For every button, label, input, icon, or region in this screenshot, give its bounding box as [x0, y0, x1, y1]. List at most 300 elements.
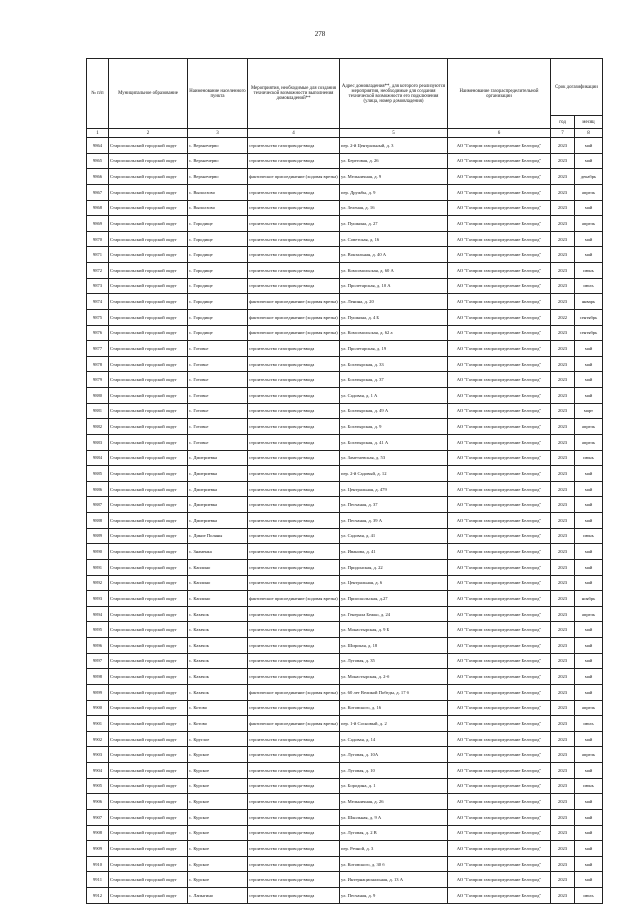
- year-cell: 2023: [551, 669, 575, 685]
- row-number: 9900: [87, 700, 109, 716]
- settlement-cell: с. Дмитриевка: [188, 497, 248, 513]
- header-municipality: Муниципальное образование: [109, 59, 188, 129]
- organization-cell: АО "Газпром газораспределение Белгород": [448, 153, 551, 169]
- gasification-table: [86, 58, 603, 904]
- activity-cell: фактическое присоединение (ходовая врезка): [248, 294, 340, 310]
- header-term: Срок догазификации: [551, 59, 603, 116]
- month-cell: май: [575, 684, 603, 700]
- table-row: [87, 325, 603, 341]
- row-number: 9910: [87, 856, 109, 872]
- month-cell: май: [575, 809, 603, 825]
- organization-cell: АО "Газпром газораспределение Белгород": [448, 716, 551, 732]
- row-number: 9883: [87, 434, 109, 450]
- municipality-cell: Старооскольский городской округ: [109, 559, 188, 575]
- activity-cell: строительство газопровода-ввода: [248, 513, 340, 529]
- activity-cell: строительство газопровода-ввода: [248, 388, 340, 404]
- header-year: год: [551, 116, 575, 129]
- activity-cell: строительство газопровода-ввода: [248, 622, 340, 638]
- municipality-cell: Старооскольский городской округ: [109, 856, 188, 872]
- activity-cell: строительство газопровода-ввода: [248, 700, 340, 716]
- activity-cell: строительство газопровода-ввода: [248, 809, 340, 825]
- month-cell: апрель: [575, 184, 603, 200]
- settlement-cell: с. Курское: [188, 825, 248, 841]
- month-cell: май: [575, 247, 603, 263]
- activity-cell: строительство газопровода-ввода: [248, 138, 340, 154]
- year-cell: 2023: [551, 294, 575, 310]
- activity-cell: строительство газопровода-ввода: [248, 872, 340, 888]
- table-row: [87, 825, 603, 841]
- table-row: [87, 169, 603, 185]
- organization-cell: АО "Газпром газораспределение Белгород": [448, 825, 551, 841]
- activity-cell: строительство газопровода-ввода: [248, 544, 340, 560]
- header-num: № п/п: [87, 59, 109, 129]
- row-number: 9899: [87, 684, 109, 700]
- address-cell: ул. Иванова, д. 41: [340, 544, 448, 560]
- activity-cell: фактическое присоединение (ходовая врезка): [248, 591, 340, 607]
- address-cell: пер. Речной, д. 3: [340, 841, 448, 857]
- activity-cell: строительство газопровода-ввода: [248, 263, 340, 279]
- address-cell: ул. Ленина, д. 20: [340, 294, 448, 310]
- month-cell: май: [575, 731, 603, 747]
- municipality-cell: Старооскольский городской округ: [109, 575, 188, 591]
- month-cell: апрель: [575, 419, 603, 435]
- address-cell: ул. Зеленая, д. 16: [340, 200, 448, 216]
- municipality-cell: Старооскольский городской округ: [109, 481, 188, 497]
- settlement-cell: с. Казачок: [188, 669, 248, 685]
- header-activities: Мероприятия, необходимые для создания технической возможности выполнения домовладений**: [248, 59, 340, 129]
- row-number: 9872: [87, 263, 109, 279]
- month-cell: май: [575, 841, 603, 857]
- organization-cell: АО "Газпром газораспределение Белгород": [448, 559, 551, 575]
- address-cell: ул. Монастырская, д. 2-б: [340, 669, 448, 685]
- year-cell: 2023: [551, 653, 575, 669]
- settlement-cell: с. Лапыгино: [188, 888, 248, 904]
- municipality-cell: Старооскольский городской округ: [109, 153, 188, 169]
- row-number: 9869: [87, 216, 109, 232]
- activity-cell: фактическое присоединение (ходовая врезка): [248, 169, 340, 185]
- address-cell: ул. Богатырская, д. 9: [340, 419, 448, 435]
- municipality-cell: Старооскольский городской округ: [109, 200, 188, 216]
- table-row: [87, 669, 603, 685]
- settlement-cell: с. Котово: [188, 700, 248, 716]
- municipality-cell: Старооскольский городской округ: [109, 434, 188, 450]
- month-cell: июнь: [575, 263, 603, 279]
- year-cell: 2023: [551, 559, 575, 575]
- municipality-cell: Старооскольский городской округ: [109, 403, 188, 419]
- municipality-cell: Старооскольский городской округ: [109, 544, 188, 560]
- table-row: [87, 575, 603, 591]
- address-cell: ул. Комсомольская, д. 62 а: [340, 325, 448, 341]
- organization-cell: АО "Газпром газораспределение Белгород": [448, 466, 551, 482]
- table-row: [87, 216, 603, 232]
- row-number: 9878: [87, 356, 109, 372]
- settlement-cell: с. Знаменка: [188, 544, 248, 560]
- row-number: 9909: [87, 841, 109, 857]
- year-cell: 2023: [551, 184, 575, 200]
- table-row: [87, 731, 603, 747]
- address-cell: ул. Садовая, д. 14: [340, 731, 448, 747]
- municipality-cell: Старооскольский городской округ: [109, 372, 188, 388]
- year-cell: 2023: [551, 794, 575, 810]
- settlement-cell: с. Городище: [188, 294, 248, 310]
- header-organization: Наименование газораспределительной организации: [448, 59, 551, 129]
- activity-cell: строительство газопровода-ввода: [248, 856, 340, 872]
- month-cell: май: [575, 497, 603, 513]
- address-cell: ул. Мельничная, д. 9: [340, 169, 448, 185]
- month-cell: ноябрь: [575, 591, 603, 607]
- table-row: [87, 309, 603, 325]
- column-number: 3: [188, 129, 248, 138]
- table-row: [87, 450, 603, 466]
- year-cell: 2023: [551, 544, 575, 560]
- table-row: [87, 747, 603, 763]
- activity-cell: строительство газопровода-ввода: [248, 356, 340, 372]
- month-cell: апрель: [575, 434, 603, 450]
- activity-cell: строительство газопровода-ввода: [248, 403, 340, 419]
- address-cell: ул. Широкая, д. 18: [340, 638, 448, 654]
- settlement-cell: с. Верхнечерво: [188, 169, 248, 185]
- activity-cell: строительство газопровода-ввода: [248, 481, 340, 497]
- organization-cell: АО "Газпром газораспределение Белгород": [448, 794, 551, 810]
- settlement-cell: с. Городище: [188, 247, 248, 263]
- row-number: 9871: [87, 247, 109, 263]
- year-cell: 2022: [551, 309, 575, 325]
- column-number-row: [87, 129, 603, 138]
- table-row: [87, 200, 603, 216]
- activity-cell: строительство газопровода-ввода: [248, 200, 340, 216]
- month-cell: апрель: [575, 747, 603, 763]
- year-cell: 2023: [551, 841, 575, 857]
- year-cell: 2023: [551, 231, 575, 247]
- month-cell: май: [575, 638, 603, 654]
- organization-cell: АО "Газпром газораспределение Белгород": [448, 528, 551, 544]
- month-cell: июль: [575, 888, 603, 904]
- municipality-cell: Старооскольский городской округ: [109, 169, 188, 185]
- address-cell: ул. Центральная, д. 479: [340, 481, 448, 497]
- settlement-cell: с. Городище: [188, 263, 248, 279]
- address-cell: ул. Генерала Бежко, д. 24: [340, 606, 448, 622]
- month-cell: май: [575, 138, 603, 154]
- settlement-cell: с. Казачок: [188, 622, 248, 638]
- activity-cell: строительство газопровода-ввода: [248, 231, 340, 247]
- address-cell: ул. Советская, д. 16: [340, 231, 448, 247]
- month-cell: май: [575, 388, 603, 404]
- row-number: 9895: [87, 622, 109, 638]
- address-cell: ул. Школьная, д. 9 А: [340, 809, 448, 825]
- table-row: [87, 794, 603, 810]
- organization-cell: АО "Газпром газораспределение Белгород": [448, 731, 551, 747]
- address-cell: ул. Луговая, д. 35: [340, 653, 448, 669]
- settlement-cell: с. Готовье: [188, 388, 248, 404]
- address-cell: ул. Луговая, д. 10А: [340, 747, 448, 763]
- header-settlement: Наименование населенного пункта: [188, 59, 248, 129]
- row-number: 9907: [87, 809, 109, 825]
- settlement-cell: с. Казачок: [188, 653, 248, 669]
- activity-cell: фактическое присоединение (ходовая врезка): [248, 325, 340, 341]
- year-cell: 2023: [551, 450, 575, 466]
- row-number: 9898: [87, 669, 109, 685]
- table-row: [87, 278, 603, 294]
- activity-cell: строительство газопровода-ввода: [248, 434, 340, 450]
- column-number: 1: [87, 129, 109, 138]
- municipality-cell: Старооскольский городской округ: [109, 684, 188, 700]
- year-cell: 2023: [551, 356, 575, 372]
- organization-cell: АО "Газпром газораспределение Белгород": [448, 325, 551, 341]
- municipality-cell: Старооскольский городской округ: [109, 325, 188, 341]
- municipality-cell: Старооскольский городской округ: [109, 888, 188, 904]
- address-cell: ул. Придонская, д. 22: [340, 559, 448, 575]
- table-row: [87, 184, 603, 200]
- row-number: 9882: [87, 419, 109, 435]
- activity-cell: строительство газопровода-ввода: [248, 466, 340, 482]
- address-cell: ул. 60 лет Великой Победы, д. 17 б: [340, 684, 448, 700]
- organization-cell: АО "Газпром газораспределение Белгород": [448, 888, 551, 904]
- row-number: 9911: [87, 872, 109, 888]
- settlement-cell: с. Дмитриевка: [188, 481, 248, 497]
- column-number: 2: [109, 129, 188, 138]
- organization-cell: АО "Газпром газораспределение Белгород": [448, 684, 551, 700]
- organization-cell: АО "Газпром газораспределение Белгород": [448, 700, 551, 716]
- activity-cell: строительство газопровода-ввода: [248, 372, 340, 388]
- table-row: [87, 622, 603, 638]
- row-number: 9868: [87, 200, 109, 216]
- year-cell: 2023: [551, 638, 575, 654]
- activity-cell: строительство газопровода-ввода: [248, 559, 340, 575]
- year-cell: 2023: [551, 684, 575, 700]
- column-number: 7: [551, 129, 575, 138]
- settlement-cell: с. Курское: [188, 872, 248, 888]
- activity-cell: строительство газопровода-ввода: [248, 153, 340, 169]
- settlement-cell: с. Готовье: [188, 434, 248, 450]
- municipality-cell: Старооскольский городской округ: [109, 341, 188, 357]
- municipality-cell: Старооскольский городской округ: [109, 700, 188, 716]
- address-cell: ул. Заметаевская, д. 53: [340, 450, 448, 466]
- organization-cell: АО "Газпром газораспределение Белгород": [448, 294, 551, 310]
- table-row: [87, 419, 603, 435]
- row-number: 9879: [87, 372, 109, 388]
- table-row: [87, 591, 603, 607]
- address-cell: ул. Садовая, д. 41: [340, 528, 448, 544]
- column-number: 8: [575, 129, 603, 138]
- address-cell: ул. Песчаная, д. 37: [340, 497, 448, 513]
- organization-cell: АО "Газпром газораспределение Белгород": [448, 575, 551, 591]
- municipality-cell: Старооскольский городской округ: [109, 638, 188, 654]
- organization-cell: АО "Газпром газораспределение Белгород": [448, 841, 551, 857]
- year-cell: 2023: [551, 216, 575, 232]
- row-number: 9891: [87, 559, 109, 575]
- month-cell: май: [575, 341, 603, 357]
- municipality-cell: Старооскольский городской округ: [109, 669, 188, 685]
- organization-cell: АО "Газпром газораспределение Белгород": [448, 341, 551, 357]
- year-cell: 2023: [551, 419, 575, 435]
- municipality-cell: Старооскольский городской округ: [109, 747, 188, 763]
- activity-cell: строительство газопровода-ввода: [248, 794, 340, 810]
- table-row: [87, 716, 603, 732]
- organization-cell: АО "Газпром газораспределение Белгород": [448, 309, 551, 325]
- table-row: [87, 700, 603, 716]
- address-cell: пер. 2-й Центральный, д. 3: [340, 138, 448, 154]
- activity-cell: строительство газопровода-ввода: [248, 638, 340, 654]
- address-cell: ул. Луговая, д. 10: [340, 763, 448, 779]
- month-cell: май: [575, 872, 603, 888]
- month-cell: май: [575, 575, 603, 591]
- table-row: [87, 856, 603, 872]
- row-number: 9866: [87, 169, 109, 185]
- year-cell: 2023: [551, 263, 575, 279]
- organization-cell: АО "Газпром газораспределение Белгород": [448, 763, 551, 779]
- year-cell: 2023: [551, 325, 575, 341]
- address-cell: ул. Котовского, д. 16: [340, 700, 448, 716]
- municipality-cell: Старооскольский городской округ: [109, 309, 188, 325]
- address-cell: ул. Комсомольская, д. 60 А: [340, 263, 448, 279]
- municipality-cell: Старооскольский городской округ: [109, 653, 188, 669]
- address-cell: ул. Бородина, д. 1: [340, 778, 448, 794]
- address-cell: ул. Береговая, д. 26: [340, 153, 448, 169]
- row-number: 9875: [87, 309, 109, 325]
- activity-cell: строительство газопровода-ввода: [248, 216, 340, 232]
- address-cell: ул. Луговая, д. 2 В: [340, 825, 448, 841]
- municipality-cell: Старооскольский городской округ: [109, 231, 188, 247]
- row-number: 9874: [87, 294, 109, 310]
- year-cell: 2023: [551, 403, 575, 419]
- month-cell: апрель: [575, 606, 603, 622]
- table-row: [87, 481, 603, 497]
- row-number: 9892: [87, 575, 109, 591]
- municipality-cell: Старооскольский городской округ: [109, 841, 188, 857]
- row-number: 9886: [87, 481, 109, 497]
- row-number: 9877: [87, 341, 109, 357]
- row-number: 9912: [87, 888, 109, 904]
- table-row: [87, 872, 603, 888]
- year-cell: 2023: [551, 700, 575, 716]
- month-cell: апрель: [575, 216, 603, 232]
- month-cell: май: [575, 669, 603, 685]
- municipality-cell: Старооскольский городской округ: [109, 606, 188, 622]
- activity-cell: строительство газопровода-ввода: [248, 528, 340, 544]
- table-row: [87, 513, 603, 529]
- year-cell: 2023: [551, 247, 575, 263]
- table-row: [87, 294, 603, 310]
- column-number: 5: [340, 129, 448, 138]
- settlement-cell: с. Городище: [188, 309, 248, 325]
- table-row: [87, 888, 603, 904]
- activity-cell: строительство газопровода-ввода: [248, 184, 340, 200]
- municipality-cell: Старооскольский городской округ: [109, 216, 188, 232]
- header-month: месяц: [575, 116, 603, 129]
- settlement-cell: с. Курское: [188, 763, 248, 779]
- row-number: 9885: [87, 466, 109, 482]
- organization-cell: АО "Газпром газораспределение Белгород": [448, 184, 551, 200]
- month-cell: май: [575, 794, 603, 810]
- month-cell: сентябрь: [575, 325, 603, 341]
- municipality-cell: Старооскольский городской округ: [109, 138, 188, 154]
- address-cell: пер. 1-й Сосновый, д. 2: [340, 716, 448, 732]
- organization-cell: АО "Газпром газораспределение Белгород": [448, 419, 551, 435]
- month-cell: май: [575, 513, 603, 529]
- month-cell: май: [575, 825, 603, 841]
- table-row: [87, 497, 603, 513]
- address-cell: ул. Вокзальная, д. 40 А: [340, 247, 448, 263]
- organization-cell: АО "Газпром газораспределение Белгород": [448, 216, 551, 232]
- row-number: 9908: [87, 825, 109, 841]
- address-cell: пер. 2-й Садовый, д. 12: [340, 466, 448, 482]
- row-number: 9893: [87, 591, 109, 607]
- settlement-cell: с. Казачок: [188, 606, 248, 622]
- address-cell: ул. Центральная, д. 6: [340, 575, 448, 591]
- activity-cell: строительство газопровода-ввода: [248, 731, 340, 747]
- organization-cell: АО "Газпром газораспределение Белгород": [448, 513, 551, 529]
- month-cell: июнь: [575, 450, 603, 466]
- month-cell: май: [575, 856, 603, 872]
- year-cell: 2023: [551, 622, 575, 638]
- month-cell: май: [575, 763, 603, 779]
- municipality-cell: Старооскольский городской округ: [109, 528, 188, 544]
- address-cell: ул. Песчаная, д. 9: [340, 888, 448, 904]
- month-cell: май: [575, 559, 603, 575]
- activity-cell: строительство газопровода-ввода: [248, 606, 340, 622]
- row-number: 9880: [87, 388, 109, 404]
- table-row: [87, 778, 603, 794]
- column-number: 4: [248, 129, 340, 138]
- settlement-cell: с. Верхнечерво: [188, 138, 248, 154]
- municipality-cell: Старооскольский городской округ: [109, 356, 188, 372]
- address-cell: ул. Пушкина, д. 4 Б: [340, 309, 448, 325]
- year-cell: 2023: [551, 716, 575, 732]
- municipality-cell: Старооскольский городской округ: [109, 825, 188, 841]
- year-cell: 2023: [551, 809, 575, 825]
- settlement-cell: с. Курское: [188, 809, 248, 825]
- row-number: 9887: [87, 497, 109, 513]
- year-cell: 2023: [551, 388, 575, 404]
- settlement-cell: с. Каплино: [188, 575, 248, 591]
- table-row: [87, 231, 603, 247]
- municipality-cell: Старооскольский городской округ: [109, 497, 188, 513]
- activity-cell: строительство газопровода-ввода: [248, 450, 340, 466]
- organization-cell: АО "Газпром газораспределение Белгород": [448, 388, 551, 404]
- table-row: [87, 653, 603, 669]
- table-row: [87, 638, 603, 654]
- row-number: 9901: [87, 716, 109, 732]
- table-row: [87, 263, 603, 279]
- table-row: [87, 684, 603, 700]
- organization-cell: АО "Газпром газораспределение Белгород": [448, 606, 551, 622]
- year-cell: 2023: [551, 731, 575, 747]
- year-cell: 2023: [551, 872, 575, 888]
- municipality-cell: Старооскольский городской округ: [109, 294, 188, 310]
- organization-cell: АО "Газпром газораспределение Белгород": [448, 544, 551, 560]
- table-row: [87, 544, 603, 560]
- row-number: 9888: [87, 513, 109, 529]
- settlement-cell: с. Готовье: [188, 403, 248, 419]
- month-cell: апрель: [575, 700, 603, 716]
- organization-cell: АО "Газпром газораспределение Белгород": [448, 263, 551, 279]
- address-cell: ул. Богатырская, д. 37: [340, 372, 448, 388]
- settlement-cell: с. Верхнечерво: [188, 153, 248, 169]
- municipality-cell: Старооскольский городской округ: [109, 809, 188, 825]
- municipality-cell: Старооскольский городской округ: [109, 716, 188, 732]
- table-row: [87, 388, 603, 404]
- row-number: 9870: [87, 231, 109, 247]
- settlement-cell: с. Курское: [188, 794, 248, 810]
- organization-cell: АО "Газпром газораспределение Белгород": [448, 638, 551, 654]
- municipality-cell: Старооскольский городской округ: [109, 591, 188, 607]
- page-number: 278: [314, 30, 326, 38]
- year-cell: 2023: [551, 747, 575, 763]
- address-cell: ул. Богатырская, д. 49 А: [340, 403, 448, 419]
- organization-cell: АО "Газпром газораспределение Белгород": [448, 450, 551, 466]
- month-cell: май: [575, 544, 603, 560]
- activity-cell: фактическое присоединение (ходовая врезка): [248, 309, 340, 325]
